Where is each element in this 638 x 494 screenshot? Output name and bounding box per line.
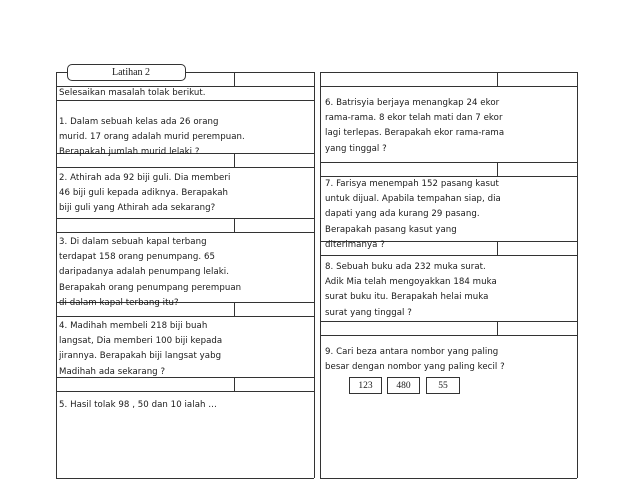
question-line: terdapat 158 orang penumpang. 65 — [59, 252, 216, 263]
question-line: 9. Cari beza antara nombor yang paling — [325, 347, 499, 357]
question-line: 2. Athirah ada 92 biji guli. Dia memberi — [59, 173, 231, 183]
question-line: Adik Mia telah mengoyakkan 184 muka — [325, 277, 497, 288]
right-row-divider — [320, 255, 577, 256]
question-line: jirannya. Berapakah biji langsat yabg — [59, 351, 222, 362]
left-header-tick — [234, 72, 235, 86]
question-line: 3. Di dalam sebuah kapal terbang — [59, 237, 207, 247]
right-panel-right-border — [577, 72, 578, 478]
question-2 — [59, 171, 230, 217]
question-7 — [325, 177, 501, 253]
question-line: Berapakah pasang kasut yang — [325, 224, 457, 235]
question-line: besar dengan nombor yang paling kecil ? — [325, 362, 505, 373]
question-3 — [59, 235, 241, 311]
left-panel-right-border — [314, 72, 315, 478]
question-line: biji guli yang Athirah ada sekarang? — [59, 203, 216, 214]
question-line: 7. Farisya menempah 152 pasang kasut — [325, 179, 499, 189]
question-line: 46 biji guli kepada adiknya. Berapakah — [59, 188, 229, 199]
right-panel-left-border — [320, 72, 321, 478]
left-gap-tick — [234, 377, 235, 391]
left-row-divider — [56, 232, 314, 233]
left-panel-bottom-border — [56, 478, 314, 479]
right-header-tick — [497, 72, 498, 86]
question-line: murid. 17 orang adalah murid perempuan. — [59, 132, 245, 143]
left-row-divider — [56, 316, 314, 317]
left-row-divider — [56, 218, 314, 219]
question-line: diterimanya ? — [325, 239, 385, 250]
question-line: daripadanya adalah penumpang lelaki. — [59, 267, 230, 278]
question-line: 8. Sebuah buku ada 232 muka surat. — [325, 262, 486, 272]
question-8 — [325, 260, 497, 321]
question-line: Madihah ada sekarang ? — [59, 366, 166, 377]
question-line: lagi terlepas. Berapakah ekor rama-rama — [325, 128, 505, 139]
question-line: surat yang tinggal ? — [325, 307, 412, 318]
question-line: di dalam kapal terbang itu? — [59, 297, 179, 308]
number-box: 55 — [426, 377, 460, 394]
right-header-divider — [320, 86, 577, 87]
right-panel-top-border — [320, 72, 577, 73]
left-gap-tick — [234, 218, 235, 232]
question-line: untuk dijual. Apabila tempahan siap, dia — [325, 194, 501, 205]
number-box: 123 — [349, 377, 382, 394]
left-panel-left-border — [56, 72, 57, 478]
question-line: surat buku itu. Berapakah helai muka — [325, 292, 489, 303]
right-row-divider — [320, 162, 577, 163]
question-4 — [59, 319, 222, 380]
number-box: 480 — [387, 377, 420, 394]
question-line: Berapakah orang penumpang perempuan — [59, 282, 242, 293]
question-line: 4. Madihah membeli 218 biji buah — [59, 321, 208, 331]
question-line: 6. Batrisyia berjaya menangkap 24 ekor — [325, 98, 500, 108]
question-line: dapati yang ada kurang 29 pasang. — [325, 209, 480, 220]
question-line: langsat, Dia memberi 100 biji kepada — [59, 336, 223, 347]
question-line: rama-rama. 8 ekor telah mati dan 7 ekor — [325, 113, 503, 124]
left-row-divider — [56, 167, 314, 168]
instruction-text: Selesaikan masalah tolak berikut. — [59, 88, 206, 98]
question-line: 5. Hasil tolak 98 , 50 dan 10 ialah … — [59, 400, 217, 410]
question-line: 1. Dalam sebuah kelas ada 26 orang — [59, 117, 219, 127]
question-5 — [59, 398, 217, 413]
right-row-divider — [320, 335, 577, 336]
right-gap-tick — [497, 321, 498, 335]
question-line: Berapakah jumlah murid lelaki ? — [59, 147, 200, 158]
question-6 — [325, 96, 504, 157]
right-row-divider — [320, 321, 577, 322]
question-1 — [59, 115, 245, 161]
right-gap-tick — [497, 162, 498, 176]
worksheet-title: Latihan 2 — [67, 64, 186, 81]
left-row-divider — [56, 391, 314, 392]
question-9 — [325, 345, 505, 375]
right-panel-bottom-border — [320, 478, 577, 479]
question-line: yang tinggal ? — [325, 143, 387, 154]
